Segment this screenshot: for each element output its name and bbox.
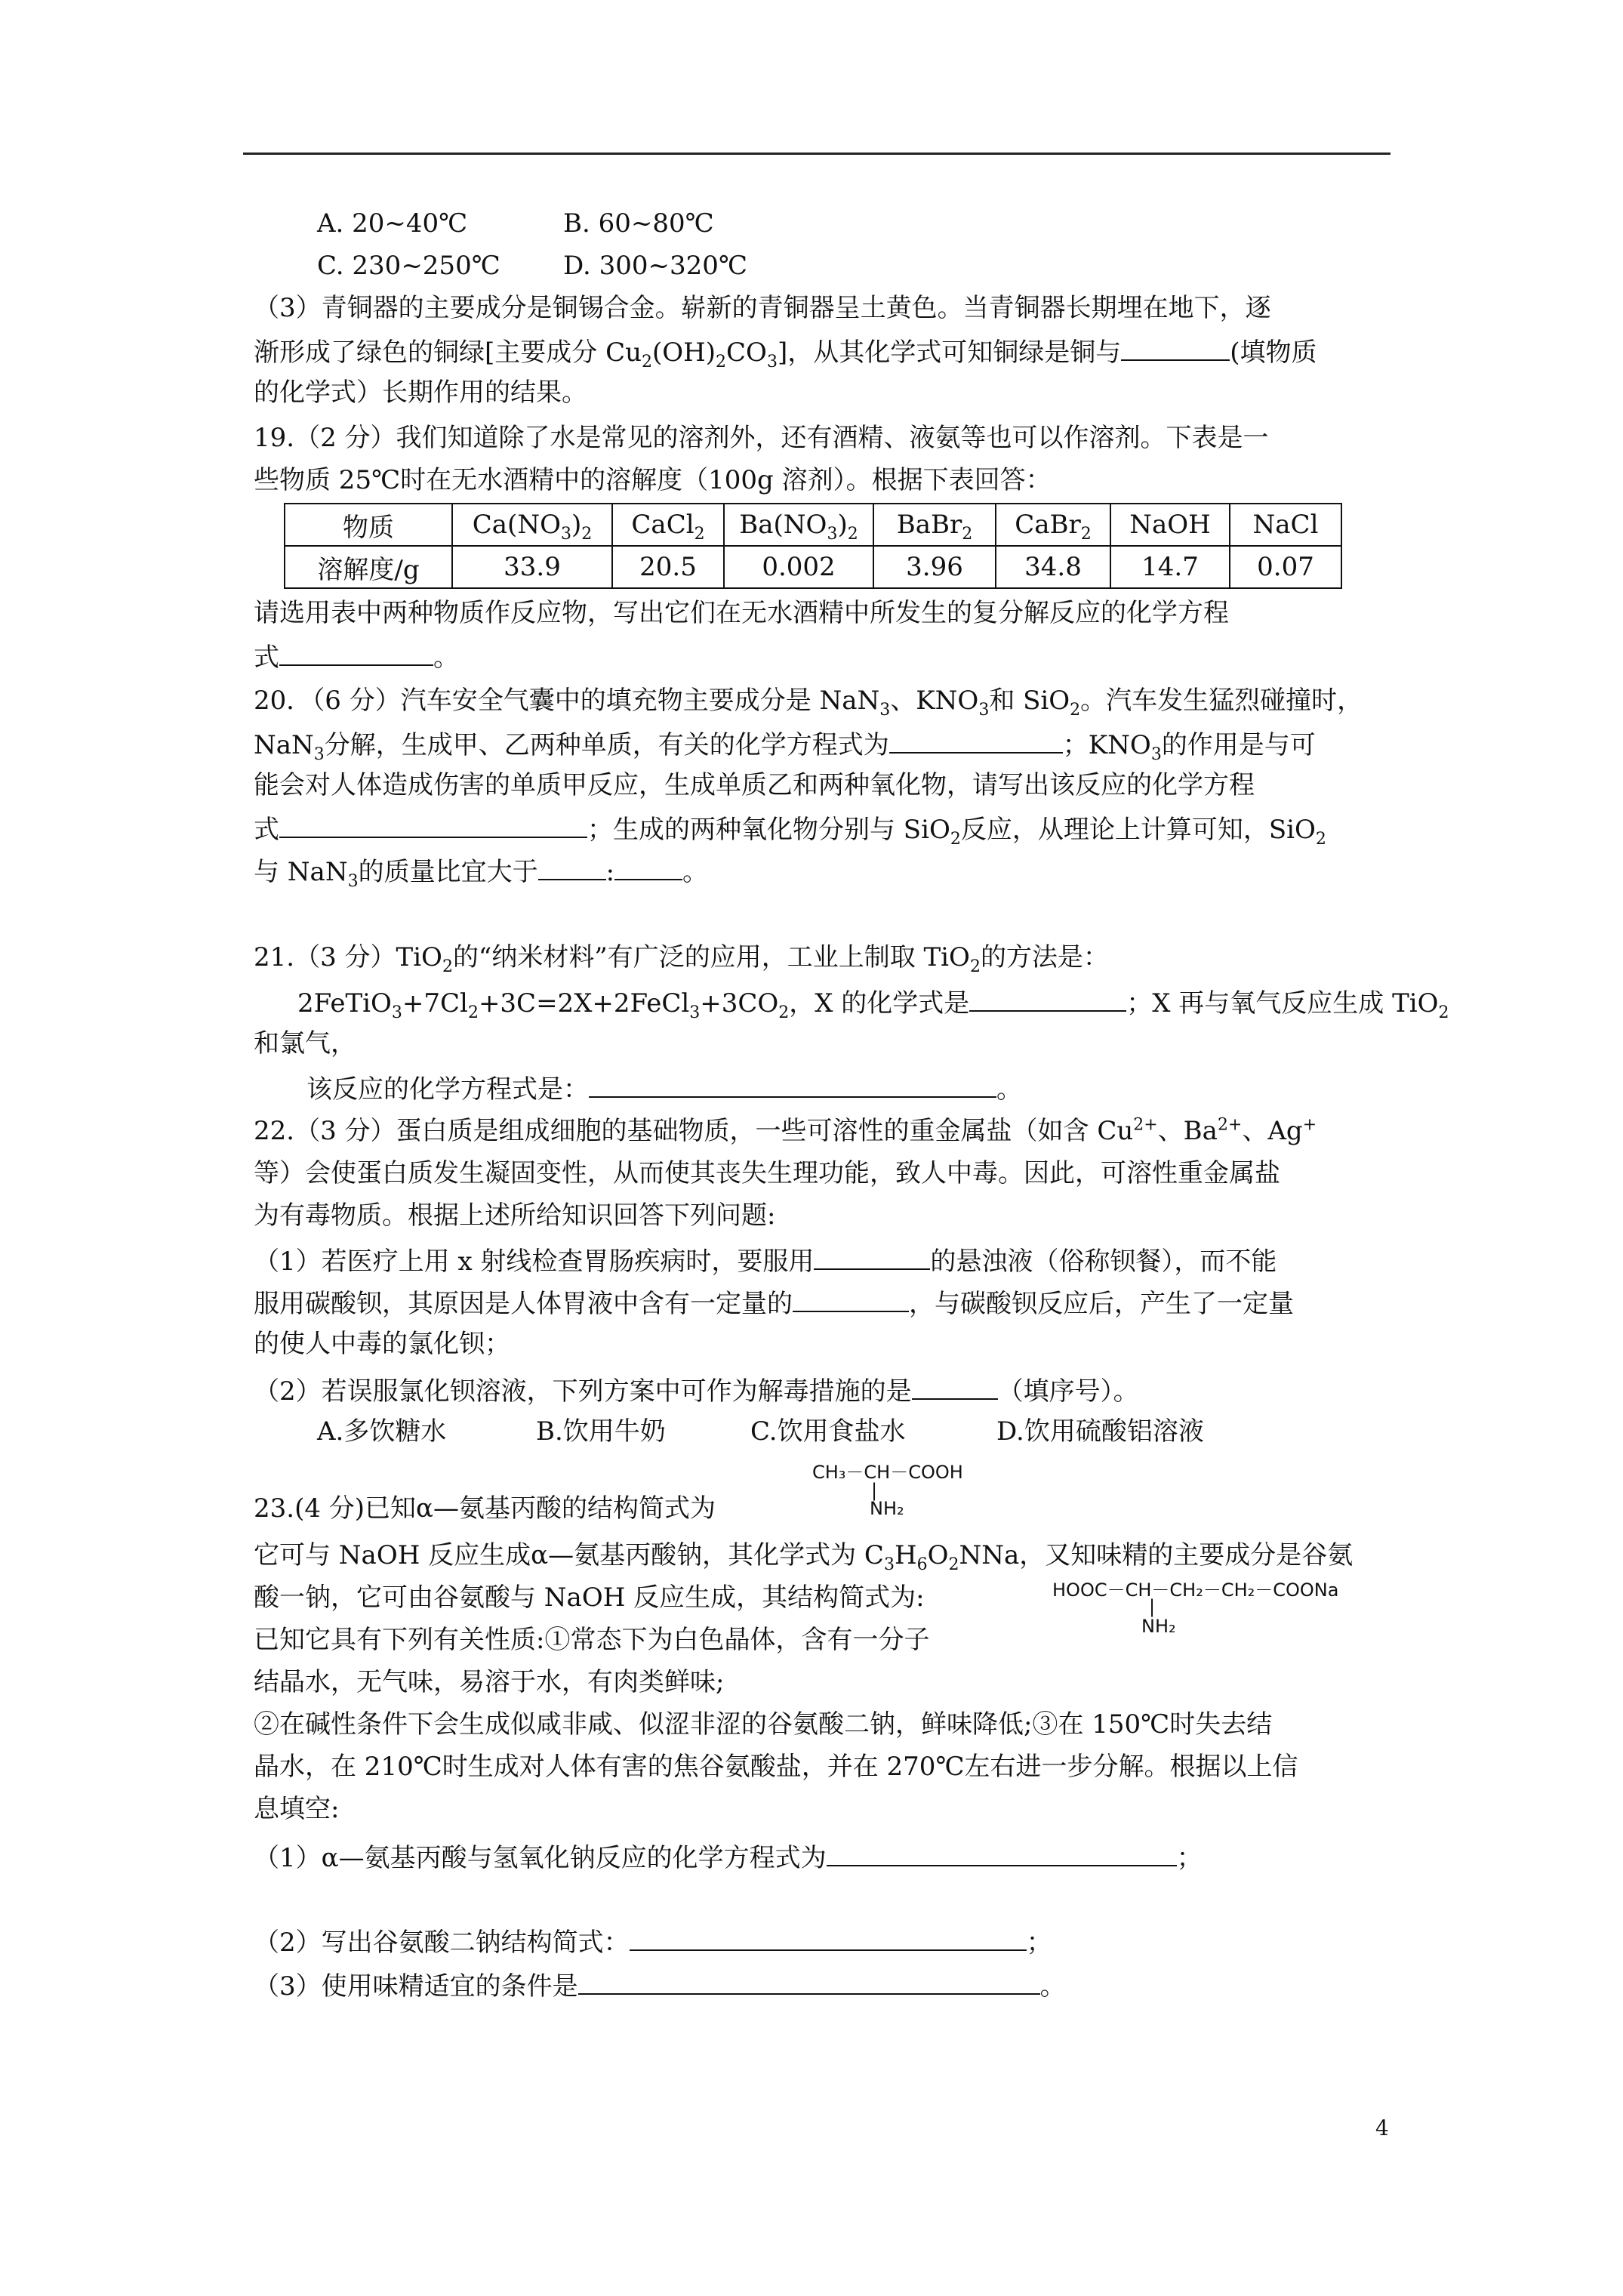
q23-line9: （1）α—氨基丙酸与氢氧化钠反应的化学方程式为 ； <box>254 1839 1203 1875</box>
answer-blank[interactable] <box>912 1373 998 1400</box>
q22-option-b: B.饮用牛奶 <box>536 1416 666 1447</box>
q21-line2: $2FeTiO_3+7Cl_2+3C=2X+2FeCl_3+3CO_2$，X 的化学式是 ；X 再与氧气反应生成 TiO$_2$ <box>297 985 1449 1020</box>
table-row <box>285 504 1341 546</box>
table-cell: NaOH <box>1110 504 1230 546</box>
q20-line5: 与 NaN$_3$的质量比宜大于 : 。 <box>254 853 708 889</box>
q22-line6: 的使人中毒的氯化钡； <box>254 1329 510 1359</box>
answer-blank[interactable] <box>578 1968 1040 1995</box>
table-cell: 0.002 <box>724 546 873 588</box>
option-a: A. 20~40℃ <box>317 208 468 239</box>
answer-blank[interactable] <box>589 1071 996 1098</box>
table-cell: $Ca(NO_3)_2$ <box>452 504 612 546</box>
q22-line7: （2）若误服氯化钡溶液，下列方案中可作为解毒措施的是 （填序号）。 <box>254 1373 1139 1408</box>
option-b: B. 60~80℃ <box>563 208 714 239</box>
q23-line3: 酸一钠，它可由谷氨酸与 NaOH 反应生成，其结构简式为: <box>254 1583 925 1613</box>
q18-3-line1: （3）青铜器的主要成分是铜锡合金。崭新的青铜器呈土黄色。当青铜器长期埋在地下，逐 <box>254 293 1271 323</box>
q19-line4: 式 。 <box>254 639 459 674</box>
q22-line4: （1）若医疗上用 x 射线检查胃肠疾病时，要服用 的悬浊液（俗称钡餐），而不能 <box>254 1243 1277 1278</box>
alanine-structure-top: CH₃－CH－COOH <box>812 1462 963 1483</box>
q19-line3: 请选用表中两种物质作反应物，写出它们在无水酒精中所发生的复分解反应的化学方程 <box>254 598 1229 628</box>
q22-line1: 22.（3 分）蛋白质是组成细胞的基础物质，一些可溶性的重金属盐（如含 $Cu^{2+}$、$Ba^{2+}$、Ag+ <box>254 1115 1317 1146</box>
answer-blank[interactable] <box>630 1924 1027 1951</box>
q23-line11: （3）使用味精适宜的条件是 。 <box>254 1968 1066 2003</box>
table-cell: CaBr$_2$ <box>996 504 1110 546</box>
table-cell: 34.8 <box>996 546 1110 588</box>
q22-line5: 服用碳酸钡，其原因是人体胃液中含有一定量的 ，与碳酸钡反应后，产生了一定量 <box>254 1285 1294 1321</box>
table-header-label: 物质 <box>285 504 452 546</box>
answer-blank[interactable] <box>279 811 587 838</box>
q23-line7: 晶水，在 210℃时生成对人体有害的焦谷氨酸盐，并在 270℃左右进一步分解。根据以上信 <box>254 1752 1298 1782</box>
header-rule <box>243 153 1390 155</box>
option-c: C. 230~250℃ <box>317 251 500 281</box>
option-d: D. 300~320℃ <box>563 251 747 281</box>
answer-blank[interactable] <box>1121 334 1230 361</box>
table-row-label: 溶解度/g <box>285 546 452 588</box>
q21-line4: 该反应的化学方程式是： 。 <box>306 1071 1022 1106</box>
msg-structure-top: HOOC－CH－CH₂－CH₂－COONa <box>1052 1579 1339 1601</box>
answer-blank[interactable] <box>814 1243 930 1270</box>
q20-line2: NaN$_3$分解，生成甲、乙两种单质，有关的化学方程式为 ；$KNO_3$的作用是与可 <box>254 726 1316 762</box>
msg-structure-bond: | <box>1149 1596 1156 1617</box>
q18-3-line2: 渐形成了绿色的铜绿[主要成分 $Cu_2(OH)_2CO_3$]，从其化学式可知铜绿是铜与 (填物质 <box>254 334 1317 369</box>
q20-line3: 能会对人体造成伤害的单质甲反应，生成单质乙和两种氧化物，请写出该反应的化学方程 <box>254 770 1255 800</box>
q23-line10: （2）写出谷氨酸二钠结构简式： ； <box>254 1924 1052 1959</box>
q23-line2: 它可与 NaOH 反应生成α—氨基丙酸钠，其化学式为 $C_3H_6O_2NNa$，又知味精的主要成分是谷氨 <box>254 1540 1354 1574</box>
table-cell: 3.96 <box>873 546 996 588</box>
page-number: 4 <box>1375 2116 1389 2140</box>
q20-line4: 式 ；生成的两种氧化物分别与 SiO$_2$反应，从理论上计算可知，SiO$_2$ <box>254 811 1326 846</box>
q18-3-line3: 的化学式）长期作用的结果。 <box>254 378 587 408</box>
table-cell: NaCl <box>1230 504 1341 546</box>
solubility-table <box>284 503 1342 589</box>
answer-blank[interactable] <box>969 985 1126 1012</box>
table-cell: 14.7 <box>1110 546 1230 588</box>
table-cell: 20.5 <box>612 546 724 588</box>
answer-blank[interactable] <box>793 1285 909 1312</box>
table-cell: CaCl$_2$ <box>612 504 724 546</box>
q20-line1: 20．（6 分）汽车安全气囊中的填充物主要成分是 NaN$_3$、$KNO_3$和 SiO$_2$。汽车发生猛烈碰撞时， <box>254 686 1363 720</box>
q22-line2: 等）会使蛋白质发生凝固变性，从而使其丧失生理功能，致人中毒。因此，可溶性重金属盐 <box>254 1158 1280 1188</box>
q23-line6: ②在碱性条件下会生成似咸非咸、似涩非涩的谷氨酸二钠，鲜味降低;③在 150℃时失去结 <box>254 1709 1273 1740</box>
q23-line1: 23.(4 分)已知α—氨基丙酸的结构简式为 <box>254 1493 716 1524</box>
q23-line5: 结晶水，无气味，易溶于水，有肉类鲜味; <box>254 1667 725 1697</box>
q22-option-a: A.多饮糖水 <box>317 1416 447 1447</box>
table-cell: 33.9 <box>452 546 612 588</box>
answer-blank[interactable] <box>538 853 606 880</box>
answer-blank[interactable] <box>279 639 433 666</box>
q19-line1: 19.（2 分）我们知道除了水是常见的溶剂外，还有酒精、液氨等也可以作溶剂。下表是一 <box>254 423 1269 453</box>
answer-blank[interactable] <box>614 853 682 880</box>
table-cell: $Ba(NO_3)_2$ <box>724 504 873 546</box>
q23-line8: 息填空: <box>254 1794 340 1824</box>
alanine-structure-bottom: NH₂ <box>870 1498 904 1519</box>
table-cell: BaBr$_2$ <box>873 504 996 546</box>
q22-option-d: D.饮用硫酸铝溶液 <box>996 1416 1204 1447</box>
q22-line3: 为有毒物质。根据上述所给知识回答下列问题: <box>254 1200 776 1231</box>
msg-structure-bottom: NH₂ <box>1141 1616 1176 1637</box>
q21-line1: 21.（3 分）TiO$_2$的“纳米材料”有广泛的应用，工业上制取 TiO$_2$的方法是： <box>254 942 1109 976</box>
table-row <box>285 546 1341 588</box>
q21-line3: 和氯气， <box>254 1028 356 1059</box>
table-cell: 0.07 <box>1230 546 1341 588</box>
q22-option-c: C.饮用食盐水 <box>750 1416 906 1447</box>
answer-blank[interactable] <box>827 1839 1177 1866</box>
answer-blank[interactable] <box>889 726 1063 754</box>
alanine-structure-bond: | <box>871 1480 878 1501</box>
q23-line4: 已知它具有下列有关性质:①常态下为白色晶体，含有一分子 <box>254 1625 930 1655</box>
q19-line2: 些物质 25℃时在无水酒精中的溶解度（100g 溶剂）。根据下表回答： <box>254 465 1052 495</box>
